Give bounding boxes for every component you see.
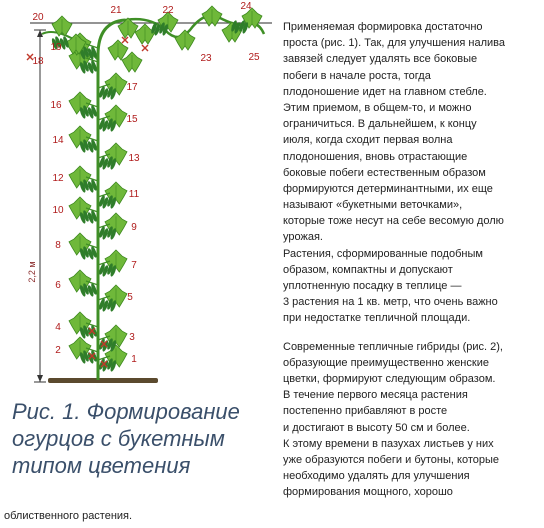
article-paragraph-1 bbox=[283, 19, 541, 327]
node-number: 22 bbox=[162, 5, 174, 16]
article-line: урожая. bbox=[283, 231, 323, 244]
article-paragraph-2 bbox=[283, 339, 541, 501]
article-line: формирования мощного, хорошо bbox=[283, 486, 453, 499]
article-line: плодоношение идет на главном стебле. bbox=[283, 85, 487, 98]
article-line: Современные тепличные гибриды (рис. 2), bbox=[283, 340, 503, 353]
node-number: 10 bbox=[52, 205, 64, 216]
caption-line: огурцов с букетным bbox=[12, 426, 225, 451]
node-number: 1 bbox=[131, 354, 137, 365]
figure-caption bbox=[12, 398, 282, 479]
article-line: К этому времени в пазухах листьев у них bbox=[283, 437, 494, 450]
article-line: образом, компактны и допускают bbox=[283, 263, 453, 276]
article-line: В течение первого месяца растения bbox=[283, 389, 468, 402]
node-number: 5 bbox=[127, 292, 133, 303]
article-line: формируются детерминантными, их еще bbox=[283, 182, 493, 195]
article-line: цветки, формируют следующим образом. bbox=[283, 372, 496, 385]
node-number: 4 bbox=[55, 322, 61, 333]
cucumber-plant-diagram bbox=[0, 0, 280, 396]
node-number: 23 bbox=[200, 53, 212, 64]
node-number: 14 bbox=[52, 135, 64, 146]
article-line: проста (рис. 1). Так, для улучшения налива bbox=[283, 37, 506, 50]
article-tail-line: облиственного растения. bbox=[4, 510, 133, 522]
node-number: 11 bbox=[128, 189, 140, 200]
arrow-down-icon bbox=[37, 375, 43, 382]
node-number: 17 bbox=[126, 82, 138, 93]
article-line: называют «букетными веточками», bbox=[283, 199, 463, 212]
node-number: 21 bbox=[110, 5, 122, 16]
node-number: 3 bbox=[129, 332, 135, 343]
node-number: 15 bbox=[126, 114, 138, 125]
article-line: уплотненную посадку в теплице — bbox=[283, 280, 462, 292]
article-text bbox=[283, 19, 541, 500]
node-number: 13 bbox=[128, 153, 140, 164]
node-number: 20 bbox=[32, 12, 44, 23]
article-line: побеги в начале роста, тогда bbox=[283, 69, 431, 82]
caption-line: Рис. 1. Формирование bbox=[12, 399, 240, 424]
article-line: при недостатке тепличной площади. bbox=[283, 312, 471, 325]
soil-line bbox=[48, 378, 158, 383]
node-number: 19 bbox=[50, 42, 62, 53]
article-line: 3 растения на 1 кв. метр, что очень важно bbox=[283, 296, 498, 309]
article-line: и достигают в высоту 50 см и более. bbox=[283, 421, 470, 434]
node-number: 16 bbox=[50, 100, 62, 111]
cucumber-training-figure bbox=[0, 0, 280, 396]
caption-line: типом цветения bbox=[12, 453, 191, 478]
article-line: образующие преимущественно женские bbox=[283, 356, 489, 369]
article-line: необходимо удалять для улучшения bbox=[283, 470, 470, 483]
article-line: Этим приемом, в общем-то, и можно bbox=[283, 101, 472, 114]
article-line: июля, когда сходит первая волна bbox=[283, 134, 453, 147]
article-line: уже образуются побеги и бутоны, которые bbox=[283, 453, 499, 466]
node-number: 9 bbox=[131, 222, 137, 233]
node-number: 2 bbox=[55, 345, 61, 356]
node-number: 18 bbox=[32, 56, 44, 67]
node-number: 6 bbox=[55, 280, 61, 291]
article-line: Растения, сформированные подобным bbox=[283, 247, 483, 260]
article-line: Применяемая формировка достаточно bbox=[283, 21, 483, 33]
article-line: плодоношения, вновь отрастающие bbox=[283, 150, 468, 163]
node-number: 8 bbox=[55, 240, 61, 251]
node-number: 7 bbox=[131, 260, 137, 271]
node-number: 12 bbox=[52, 173, 64, 184]
article-line: завязей следует удалять все боковые bbox=[283, 53, 478, 66]
article-line: которые тоже несут на себе весомую долю bbox=[283, 215, 504, 228]
article-line: ограничиться. В дальнейшем, к концу bbox=[283, 118, 477, 131]
article-line: боковые побеги естественным образом bbox=[283, 166, 486, 179]
node-number: 25 bbox=[248, 52, 260, 63]
height-label: 2,2 м bbox=[27, 261, 37, 283]
article-line: постепенно прибавляют в росте bbox=[283, 405, 448, 418]
node-number: 24 bbox=[240, 1, 252, 12]
